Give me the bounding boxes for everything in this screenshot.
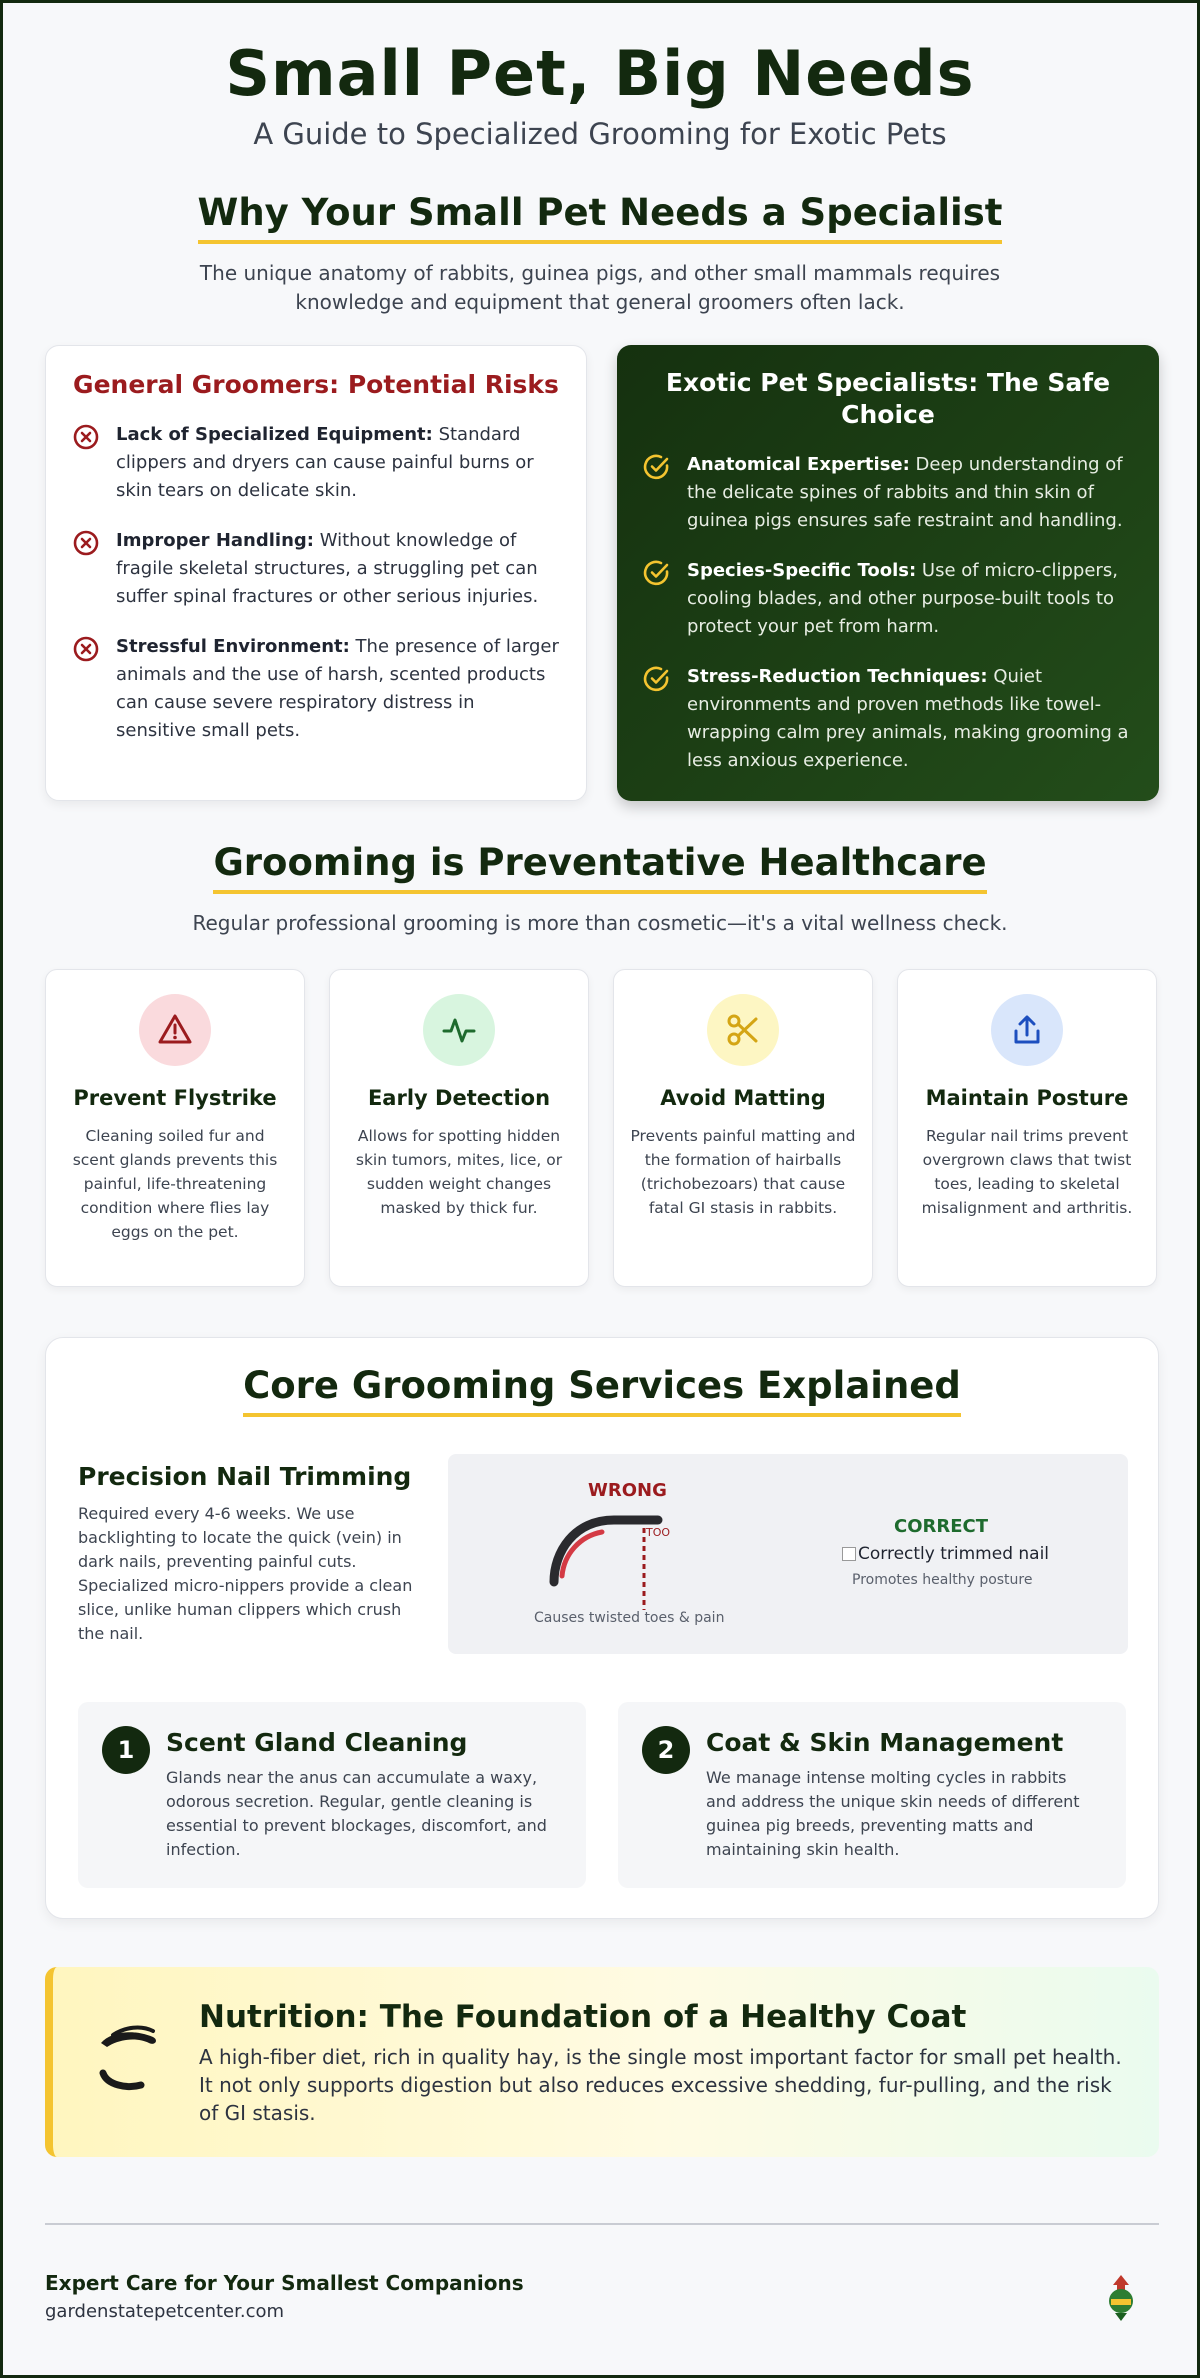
maintain-posture-card (897, 969, 1157, 1287)
footer-tagline: Expert Care for Your Smallest Companions (45, 2271, 524, 2295)
benefit-label: Stress-Reduction Techniques: (687, 666, 988, 687)
check-circle-icon (643, 557, 687, 641)
card-title: Early Detection (367, 1086, 551, 1110)
scissors-icon (707, 994, 779, 1066)
benefit-desc: Use of micro-clippers, cooling blades, and other purpose-built tools to protect your pet from harm. (687, 560, 1118, 637)
benefit-text (687, 663, 1133, 775)
card-desc: Regular nail trims prevent overgrown claws that twist toes, leading to skeletal misalignment and arthritis. (921, 1127, 1133, 1217)
prevent-flystrike-card (45, 969, 305, 1287)
preventative-heading: Grooming is Preventative Healthcare (213, 841, 986, 894)
card-desc: Cleaning soiled fur and scent glands prevents this painful, life-threatening condition where flies lay eggs on the pet. (72, 1127, 278, 1241)
warning-icon (139, 994, 211, 1066)
early-detection-card (329, 969, 589, 1287)
service-number: 1 (102, 1726, 150, 1774)
footer-divider (45, 2223, 1159, 2225)
general-groomers-card (45, 345, 587, 801)
risk-desc: The presence of larger animals and the use of harsh, scented products can cause severe respiratory distress in sensitive small pets. (116, 636, 559, 741)
risk-label: Lack of Specialized Equipment: (116, 424, 433, 445)
risk-text (116, 527, 560, 611)
card-desc: Prevents painful matting and the formation of hairballs (trichobezoars) that cause fatal GI stasis in rabbits. (630, 1127, 856, 1217)
comparison-section (45, 345, 1159, 803)
risk-point (72, 633, 560, 745)
page-subtitle: A Guide to Specialized Grooming for Exotic Pets (253, 117, 947, 151)
x-circle-icon (72, 633, 116, 745)
benefit-desc: Quiet environments and proven methods like towel-wrapping calm prey animals, making grooming a less anxious experience. (687, 666, 1129, 771)
service-desc: We manage intense molting cycles in rabbits and address the unique skin needs of different guinea pig breeds, preventing matts and maintaining skin health. (706, 1768, 1080, 1859)
nutrition-title: Nutrition: The Foundation of a Healthy Coat (199, 1999, 967, 2035)
core-services-section (45, 1337, 1159, 1919)
footer-site-link[interactable]: gardenstatepetcenter.com (45, 2301, 285, 2322)
card-title: Avoid Matting (660, 1086, 826, 1110)
card-title: Prevent Flystrike (73, 1086, 277, 1110)
wrong-label: WRONG (588, 1480, 667, 1501)
risk-point (72, 421, 560, 505)
risk-text (116, 421, 560, 505)
specialist-title: Exotic Pet Specialists: The Safe Choice (665, 368, 1111, 429)
nail-comparison-panel (448, 1454, 1128, 1654)
general-groomers-title: General Groomers: Potential Risks (73, 370, 559, 399)
risk-desc: Without knowledge of fragile skeletal structures, a struggling pet can suffer spinal fractures or other serious injuries. (116, 530, 539, 607)
service-title: Coat & Skin Management (706, 1728, 1064, 1757)
why-heading: Why Your Small Pet Needs a Specialist (198, 191, 1003, 244)
benefit-point (643, 557, 1133, 641)
benefit-label: Species-Specific Tools: (687, 560, 917, 581)
core-heading: Core Grooming Services Explained (243, 1364, 961, 1417)
benefit-point (643, 663, 1133, 775)
risk-label: Stressful Environment: (116, 636, 350, 657)
benefit-label: Anatomical Expertise: (687, 454, 910, 475)
x-circle-icon (72, 421, 116, 505)
hay-icon (93, 2017, 169, 2107)
risk-text (116, 633, 560, 745)
risk-point (72, 527, 560, 611)
page-header (3, 3, 1197, 151)
core-heading-wrap (46, 1364, 1158, 1417)
upload-icon (991, 994, 1063, 1066)
scent-gland-service (78, 1702, 586, 1888)
nutrition-desc: A high-fiber diet, rich in quality hay, is the single most important factor for small pet health. It not only supports digestion but also reduces excessive shedding, fur-pulling, and the risk of GI stasis. (199, 2045, 1122, 2125)
preventative-heading-wrap (3, 841, 1197, 894)
benefit-text (687, 557, 1133, 641)
broken-image-icon (842, 1547, 856, 1561)
check-circle-icon (643, 663, 687, 775)
benefit-desc: Deep understanding of the delicate spines of rabbits and thin skin of guinea pigs ensures safe restraint and handling. (687, 454, 1123, 531)
correct-nail-image (842, 1544, 1049, 1564)
garden-state-pet-center-logo[interactable] (1101, 2271, 1141, 2323)
preventative-cards (45, 969, 1159, 1289)
specialist-card (617, 345, 1159, 801)
correct-label: CORRECT (894, 1516, 989, 1537)
service-number: 2 (642, 1726, 690, 1774)
wrong-caption: Causes twisted toes & pain (534, 1610, 725, 1626)
too-mark: TOO (646, 1526, 671, 1539)
why-intro: The unique anatomy of rabbits, guinea pigs, and other small mammals requires knowledge and equipment that general groomers often lack. (199, 261, 1001, 314)
x-circle-icon (72, 527, 116, 611)
nail-trimming-desc: Required every 4-6 weeks. We use backlighting to locate the quick (vein) in dark nails, preventing painful cuts. Specialized micro-nippers provide a clean slice, unlike human clippers which crush the nail. (78, 1504, 413, 1643)
check-circle-icon (643, 451, 687, 535)
correct-nail-alt: Correctly trimmed nail (858, 1544, 1050, 1564)
correct-caption: Promotes healthy posture (852, 1572, 1033, 1588)
preventative-intro: Regular professional grooming is more than cosmetic—it's a vital wellness check. (192, 911, 1008, 935)
nutrition-callout (45, 1967, 1159, 2157)
risk-desc: Standard clippers and dryers can cause painful burns or skin tears on delicate skin. (116, 424, 534, 501)
card-desc: Allows for spotting hidden skin tumors, mites, lice, or sudden weight changes masked by thick fur. (355, 1127, 563, 1217)
service-desc: Glands near the anus can accumulate a waxy, odorous secretion. Regular, gentle cleaning is essential to prevent blockages, discomfort, and infection. (166, 1768, 547, 1859)
page-title: Small Pet, Big Needs (225, 37, 975, 110)
pulse-icon (423, 994, 495, 1066)
card-title: Maintain Posture (925, 1086, 1129, 1110)
benefit-point (643, 451, 1133, 535)
nail-trimming-title: Precision Nail Trimming (78, 1462, 412, 1491)
why-heading-wrap (3, 191, 1197, 244)
avoid-matting-card (613, 969, 873, 1287)
service-title: Scent Gland Cleaning (166, 1728, 468, 1757)
coat-skin-service (618, 1702, 1126, 1888)
benefit-text (687, 451, 1133, 535)
risk-label: Improper Handling: (116, 530, 314, 551)
